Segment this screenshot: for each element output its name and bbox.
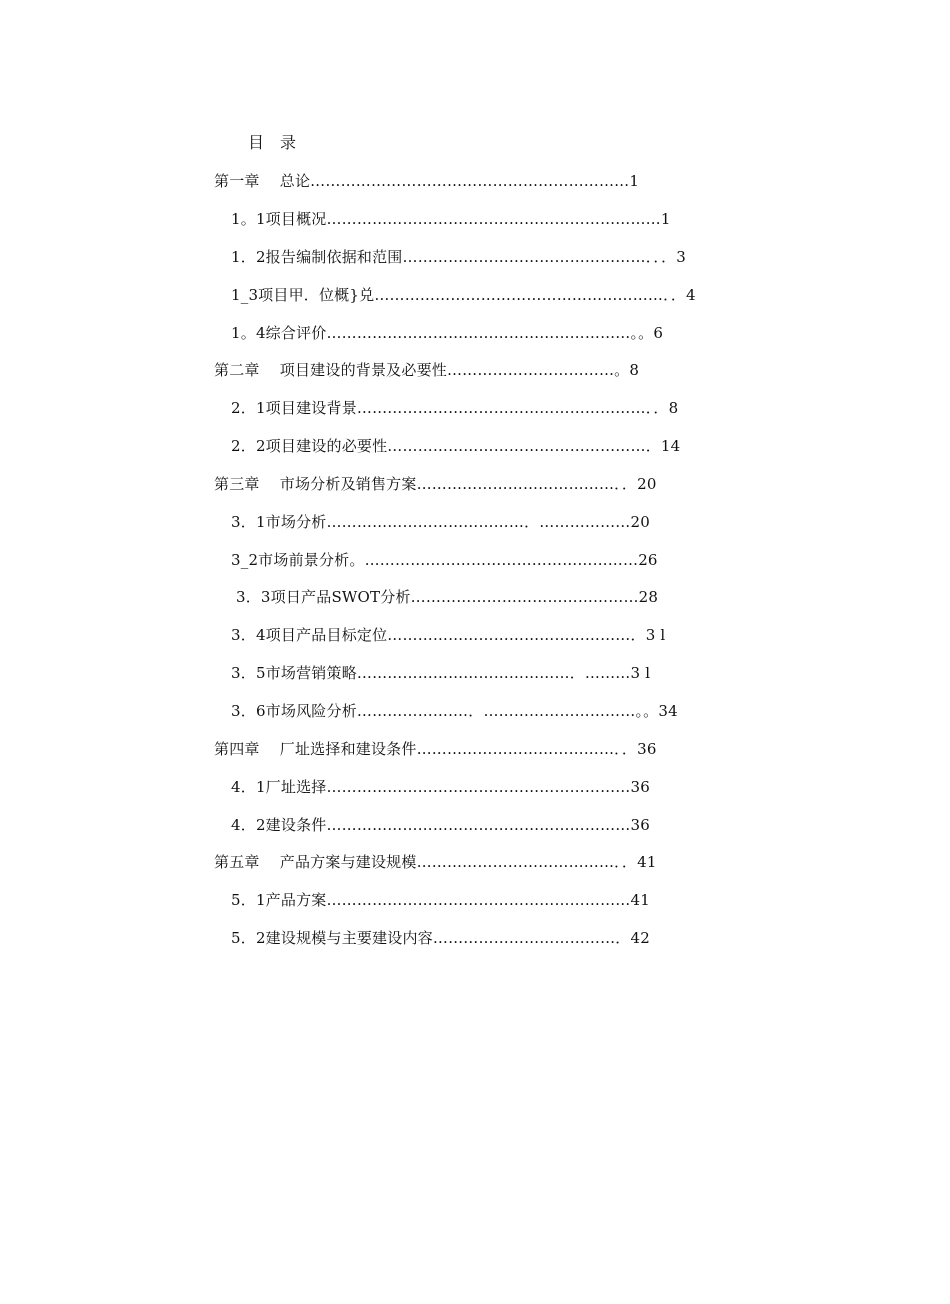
toc-entry-3-3: 3．3项日产品SWOT分析………………………………………28: [231, 588, 659, 606]
toc-entry-1-1: 1。1项目概况…………………………………………………………1: [231, 210, 671, 228]
toc-entry-1-2: 1．2报告编制依据和范围…………………………………………．．．3: [231, 248, 687, 266]
toc-entry-4-1: 4．1厂址选择……………………………………………………36: [231, 778, 650, 796]
toc-entry-5-1: 5．1产品方案……………………………………………………41: [231, 891, 650, 909]
toc-entry-chapter-2: 第二章 项目建设的背景及必要性……………………………。8: [214, 361, 640, 379]
toc-entry-chapter-1: 第一章 总论………………………………………………………1: [214, 172, 640, 190]
toc-entry-chapter-3: 第三章 市场分析及销售方案…………………………………．．20: [214, 475, 657, 493]
toc-entry-3-4: 3．4项目产品目标定位…………………………………………．3 l: [231, 626, 666, 644]
toc-entry-5-2: 5．2建设规模与主要建设内容………………………………．42: [231, 929, 650, 947]
toc-entry-3-5: 3．5市场营销策略……………………………………．………3 l: [231, 664, 651, 682]
toc-entry-2-2: 2．2项目建设的必要性……………………………………………．14: [231, 437, 681, 455]
toc-entry-1-3: 1_3项目甲．位概}兑…………………………………………………．．4: [231, 286, 696, 304]
toc-entry-3-1: 3．1市场分析…………………………………．………………20: [231, 513, 650, 531]
toc-entry-4-2: 4．2建设条件……………………………………………………36: [231, 816, 650, 834]
toc-entry-3-6: 3．6市场风险分析……………….…．…………………………。。34: [231, 702, 678, 720]
toc-entry-1-4: 1。4综合评价……………………………………………………。。6: [231, 324, 664, 342]
toc-entry-chapter-5: 第五章 产品方案与建设规模…………………………………．．41: [214, 853, 657, 871]
toc-title: 目 录: [248, 133, 297, 152]
toc-entry-2-1: 2．1项目建设背景…………………………………………………．．8: [231, 399, 679, 417]
toc-entry-chapter-4: 第四章 厂址选择和建设条件…………………………………．．36: [214, 740, 657, 758]
toc-entry-3-2: 3_2市场前景分析。………………………………………………26: [231, 551, 658, 569]
